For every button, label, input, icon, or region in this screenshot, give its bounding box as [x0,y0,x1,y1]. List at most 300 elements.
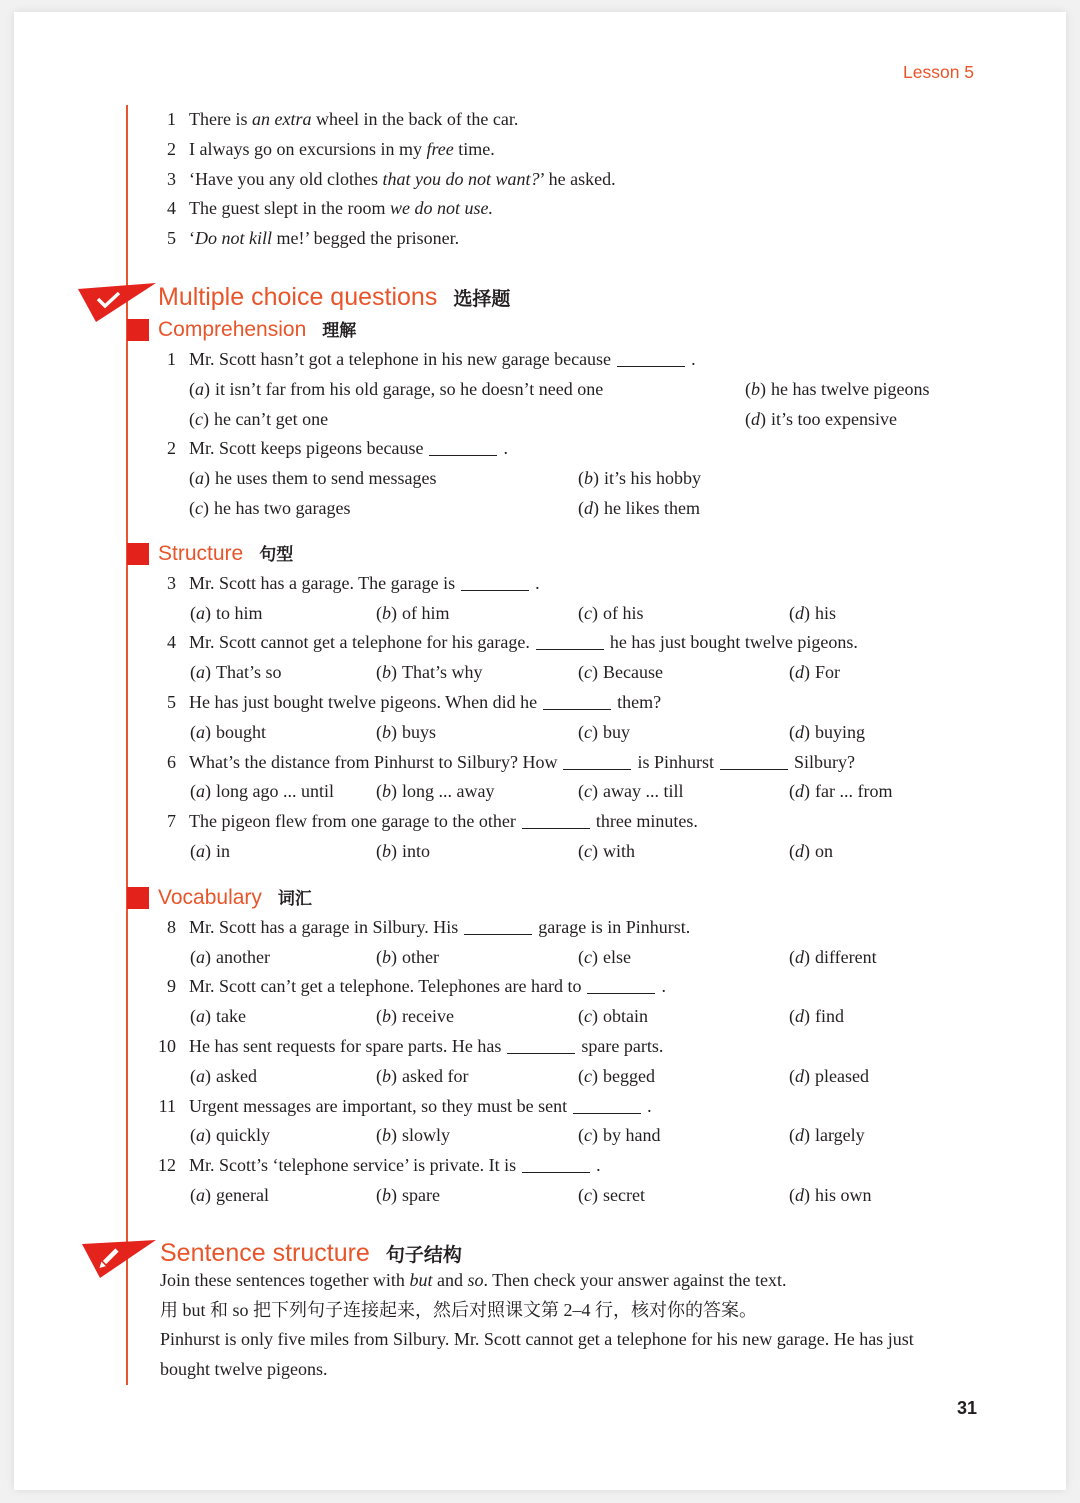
question-row [0,807,1080,837]
option-c [578,1121,661,1151]
text-segment: Mr. Scott has a garage in Silbury. His [189,916,459,937]
subheading-title-zh: 理解 [322,320,357,341]
section-heading-multiple-choice [0,282,1080,312]
option-c [578,599,644,629]
option-text: long ... away [402,781,495,802]
option-letter: ( b ) [578,468,599,488]
option-d [745,405,897,435]
option-text: largely [815,1125,865,1146]
italic-text-segment: Do not kill [195,228,272,249]
option-text: with [603,840,636,861]
subheading-title: Structure [158,541,244,565]
question-row [0,1032,1080,1062]
heading-title: Multiple choice questions [158,282,438,311]
option-d [789,1121,865,1151]
option-letter: ( b ) [376,1006,397,1026]
lesson-label: Lesson 5 [903,62,975,82]
option-row [0,405,1080,435]
item-text [189,194,493,224]
heading-title-zh: 句子结构 [385,1243,462,1266]
question-stem [189,807,698,837]
option-text: to him [216,602,263,623]
passage [0,1325,1080,1384]
exercise-item [0,165,1080,195]
text-segment: . [647,1095,652,1116]
answer-blank [507,1052,575,1054]
question-stem [189,1032,663,1062]
option-b [745,375,929,405]
question-stem [189,1151,601,1181]
question-stem [189,345,696,375]
option-text: it’s too expensive [771,408,897,429]
passage-line: Pinhurst is only five miles from Silbury. Mr. Scott cannot get a telephone for his new garage. He has just [160,1329,914,1350]
option-letter: ( a ) [190,1125,211,1145]
exercise-list [0,105,1080,254]
option-text: That’s why [402,662,483,683]
option-row [0,1062,1080,1092]
page-number: 31 [957,1398,978,1418]
option-row [0,943,1080,973]
option-c [578,837,635,867]
option-text: secret [603,1184,645,1205]
option-d [789,1181,872,1211]
text-segment: The guest slept in the room [189,198,390,219]
option-c [578,1062,655,1092]
option-text: slowly [402,1125,451,1146]
option-text: on [815,840,833,861]
option-c [578,1002,648,1032]
option-letter: ( d ) [789,947,810,967]
option-c [578,943,631,973]
option-row [0,599,1080,629]
option-text: begged [603,1065,655,1086]
instruction-line-zh: 用 but 和 so 把下列句子连接起来，然后对照课文第 2–4 行，核对你的答案。 [160,1299,758,1320]
question-row [0,569,1080,599]
italic-text-segment: that you do not want? [382,168,540,189]
option-letter: ( a ) [190,781,211,801]
option-d [789,777,892,807]
option-a [190,658,282,688]
option-text: of his [603,602,644,623]
question-stem [189,628,858,658]
text-segment: . [691,348,696,369]
text-segment: is Pinhurst [637,751,714,772]
option-text: take [216,1006,246,1027]
option-text: he has twelve pigeons [771,378,930,399]
item-number: 1 [167,109,176,129]
text-segment: Mr. Scott keeps pigeons because [189,438,424,459]
option-text: different [815,946,877,967]
item-text [189,224,459,254]
option-letter: ( b ) [376,603,397,623]
option-letter: ( a ) [190,841,211,861]
option-row [0,837,1080,867]
option-text: bought [216,721,267,742]
option-letter: ( a ) [190,1185,211,1205]
italic-text-segment: but [409,1270,433,1291]
text-segment: ‘Have you any old clothes [189,168,383,189]
option-row [0,494,1080,524]
text-segment: He has sent requests for spare parts. He has [189,1035,502,1056]
text-segment: . Then check your answer against the text. [483,1270,787,1291]
option-letter: ( a ) [190,1006,211,1026]
heading-title-zh: 选择题 [453,287,511,310]
question-number: 1 [167,348,176,369]
option-letter: ( c ) [189,498,209,518]
text-segment: wheel in the back of the car. [311,109,519,129]
option-row [0,658,1080,688]
subheading-comprehension [0,315,1080,345]
option-text: he uses them to send messages [215,468,437,489]
option-letter: ( b ) [376,947,397,967]
option-letter: ( d ) [789,662,810,682]
option-b [376,599,450,629]
sentence-structure-body [0,1266,1080,1384]
question-stem [189,688,661,718]
section-marker-icon [127,319,149,341]
answer-blank [522,827,590,829]
option-letter: ( c ) [578,947,598,967]
option-text: his [815,602,837,623]
option-letter: ( c ) [578,662,598,682]
subheading-title: Vocabulary [158,885,262,909]
option-letter: ( c ) [578,722,598,742]
option-a [190,837,230,867]
option-letter: ( b ) [745,379,766,399]
option-d [789,658,840,688]
question-number: 12 [158,1155,176,1176]
option-row [0,718,1080,748]
exercise-item [0,194,1080,224]
question-number: 3 [167,572,176,593]
italic-text-segment: we do not use. [389,198,493,219]
question-row [0,972,1080,1002]
option-letter: ( a ) [190,1066,211,1086]
question-number: 8 [167,916,176,937]
answer-blank [573,1112,641,1114]
text-segment: Mr. Scott has a garage. The garage is [189,572,456,593]
text-segment: . [535,572,540,593]
section-marker-icon [127,543,149,565]
subheading-title: Comprehension [158,317,307,341]
option-text: away ... till [603,781,684,802]
option-a [189,375,603,405]
option-text: asked [216,1065,257,1086]
option-c [189,494,350,524]
option-letter: ( a ) [189,379,210,399]
option-a [190,777,334,807]
option-a [190,599,263,629]
option-row [0,1002,1080,1032]
option-text: That’s so [216,662,282,683]
question-stem [189,569,540,599]
option-b [376,1002,454,1032]
exercise-item [0,105,1080,135]
text-segment: I always go on excursions in my [189,138,427,159]
option-text: another [216,946,270,967]
item-text [189,105,518,135]
item-number: 2 [167,138,176,159]
exercise-item [0,224,1080,254]
question-row [0,434,1080,464]
option-text: far ... from [815,781,893,802]
subheading-title-zh: 词汇 [277,888,312,909]
subheading-title-group [158,883,312,914]
passage-line: bought twelve pigeons. [160,1358,328,1379]
text-segment: and [432,1270,468,1291]
option-text: quickly [216,1125,270,1146]
section-marker-icon [127,887,149,909]
option-letter: ( b ) [376,722,397,742]
text-segment: them? [617,691,662,712]
heading-title-group [158,282,510,314]
option-text: into [402,840,431,861]
option-b [578,464,701,494]
option-text: by hand [603,1125,661,1146]
answer-blank [461,589,529,591]
option-letter: ( d ) [789,781,810,801]
option-text: long ago ... until [216,781,334,802]
subheading-title-group [158,539,293,570]
option-letter: ( b ) [376,781,397,801]
option-text: it’s his hobby [604,468,702,489]
option-letter: ( d ) [789,722,810,742]
option-a [190,718,266,748]
section-heading-sentence-structure [0,1238,1080,1268]
option-text: else [603,946,631,967]
question-stem [189,972,666,1002]
option-letter: ( a ) [190,603,211,623]
item-text [189,135,495,165]
option-letter: ( c ) [578,781,598,801]
text-segment: Join these sentences together with [160,1270,410,1291]
option-letter: ( a ) [189,468,210,488]
option-letter: ( b ) [376,1066,397,1086]
item-text [189,165,616,195]
option-letter: ( c ) [578,1006,598,1026]
option-letter: ( a ) [190,722,211,742]
text-segment: He has just bought twelve pigeons. When did he [189,691,538,712]
option-letter: ( c ) [578,1125,598,1145]
text-segment: three minutes. [595,811,698,832]
answer-blank [536,648,604,650]
option-b [376,1121,450,1151]
option-letter: ( c ) [578,841,598,861]
option-letter: ( c ) [578,603,598,623]
option-text: For [815,662,841,683]
question-row [0,1092,1080,1122]
question-number: 9 [167,976,176,997]
option-letter: ( a ) [190,662,211,682]
option-b [376,1062,468,1092]
item-number: 4 [167,198,176,219]
option-letter: ( d ) [745,409,766,429]
option-text: general [216,1184,269,1205]
text-segment: he has just bought twelve pigeons. [609,632,858,653]
text-segment: . [503,438,508,459]
option-row [0,1181,1080,1211]
option-a [190,1002,246,1032]
answer-blank [563,768,631,770]
question-number: 2 [167,438,176,459]
option-letter: ( d ) [789,1125,810,1145]
option-a [190,943,270,973]
option-row [0,464,1080,494]
text-segment: The pigeon flew from one garage to the other [189,811,516,832]
option-letter: ( d ) [789,1006,810,1026]
option-c [578,777,683,807]
question-row [0,913,1080,943]
exercise-item [0,135,1080,165]
question-number: 7 [167,811,176,832]
option-text: buying [815,721,866,742]
option-letter: ( c ) [578,1185,598,1205]
question-number: 5 [167,691,176,712]
question-row [0,1151,1080,1181]
option-c [578,658,663,688]
option-text: his own [815,1184,872,1205]
option-c [578,1181,645,1211]
text-segment: Mr. Scott hasn’t got a telephone in his new garage because [189,348,612,369]
option-d [578,494,700,524]
italic-text-segment: an extra [251,109,312,129]
heading-title: Sentence structure [160,1238,370,1267]
option-letter: ( c ) [189,409,209,429]
answer-blank [429,454,497,456]
item-number: 5 [167,228,176,249]
option-d [789,837,833,867]
option-a [190,1181,269,1211]
option-text: spare [402,1184,440,1205]
text-segment: . [661,976,666,997]
text-segment: Urgent messages are important, so they must be sent [189,1095,568,1116]
option-letter: ( b ) [376,841,397,861]
option-letter: ( d ) [578,498,599,518]
answer-blank [720,768,788,770]
instruction-line [0,1266,1080,1296]
option-a [190,1062,257,1092]
option-a [189,464,436,494]
option-b [376,658,483,688]
text-segment: me!’ begged the prisoner. [272,228,460,249]
option-letter: ( b ) [376,662,397,682]
option-text: in [216,840,231,861]
option-letter: ( d ) [789,1185,810,1205]
question-group-vocabulary [0,913,1080,1211]
answer-blank [617,365,685,367]
option-text: find [815,1006,844,1027]
question-stem [189,1092,652,1122]
option-text: buys [402,721,437,742]
option-text: pleased [815,1065,869,1086]
text-segment: Mr. Scott cannot get a telephone for his garage. [189,632,530,653]
option-letter: ( d ) [789,603,810,623]
option-d [789,943,877,973]
page-content [0,105,1080,1384]
question-group-comprehension [0,345,1080,524]
option-letter: ( b ) [376,1185,397,1205]
option-d [789,718,865,748]
text-segment: What’s the distance from Pinhurst to Silbury? How [189,751,558,772]
answer-blank [587,992,655,994]
option-row [0,1121,1080,1151]
option-text: it isn’t far from his old garage, so he doesn’t need one [215,378,604,399]
subheading-title-group [158,315,356,346]
option-letter: ( c ) [578,1066,598,1086]
question-number: 6 [167,751,176,772]
question-row [0,628,1080,658]
question-number: 11 [158,1095,176,1116]
subheading-structure [0,539,1080,569]
item-number: 3 [167,168,176,189]
text-segment: Mr. Scott can’t get a telephone. Telephones are hard to [189,976,582,997]
option-row [0,777,1080,807]
question-stem [189,748,855,778]
option-c [189,405,328,435]
question-number: 4 [167,632,176,653]
question-stem [189,434,508,464]
option-text: other [402,946,439,967]
option-b [376,718,436,748]
option-c [578,718,630,748]
option-text: he has two garages [214,497,351,518]
question-number: 10 [158,1035,176,1056]
subheading-title-zh: 句型 [259,544,294,565]
text-segment: time. [453,138,495,159]
question-row [0,688,1080,718]
option-text: Because [603,662,663,683]
option-row [0,375,1080,405]
question-row [0,748,1080,778]
option-letter: ( d ) [789,841,810,861]
text-segment: . [596,1155,601,1176]
option-letter: ( b ) [376,1125,397,1145]
option-d [789,1062,869,1092]
option-b [376,837,430,867]
option-text: of him [402,602,450,623]
text-segment: ’ he asked. [539,168,616,189]
question-group-structure [0,569,1080,867]
question-stem [189,913,690,943]
option-text: obtain [603,1006,648,1027]
option-text: receive [402,1006,454,1027]
answer-blank [522,1171,590,1173]
option-d [789,1002,844,1032]
text-segment: Mr. Scott’s ‘telephone service’ is private. It is [189,1155,517,1176]
subheading-vocabulary [0,883,1080,913]
option-d [789,599,836,629]
option-text: buy [603,721,630,742]
italic-text-segment: so [467,1270,484,1291]
text-segment: Silbury? [793,751,855,772]
option-letter: ( a ) [190,947,211,967]
answer-blank [543,708,611,710]
option-text: he can’t get one [214,408,329,429]
option-b [376,1181,440,1211]
heading-title-group [160,1238,462,1270]
option-letter: ( d ) [789,1066,810,1086]
option-b [376,943,439,973]
question-row [0,345,1080,375]
option-text: asked for [402,1065,469,1086]
text-segment: There is [189,109,252,129]
option-a [190,1121,270,1151]
text-segment: ‘ [189,228,195,249]
option-text: he likes them [604,497,700,518]
option-b [376,777,494,807]
italic-text-segment: free [426,138,454,159]
answer-blank [464,933,532,935]
